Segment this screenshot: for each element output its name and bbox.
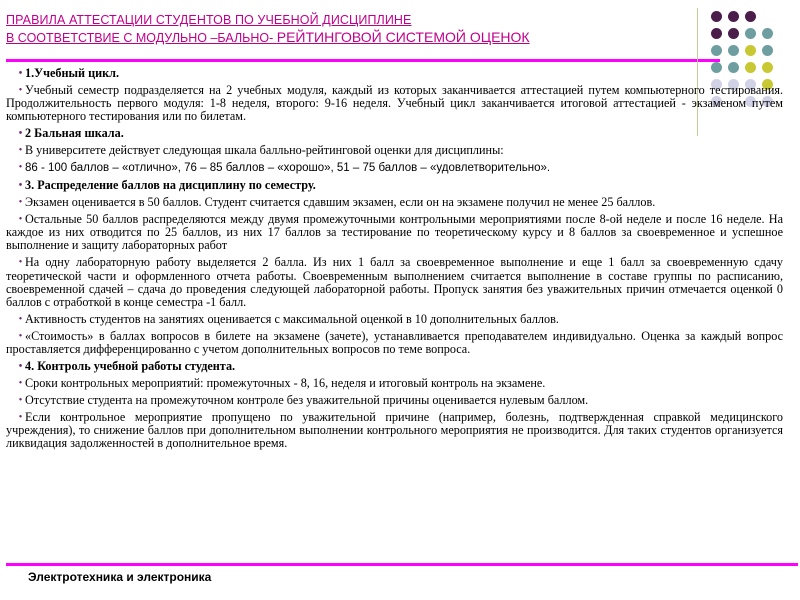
paragraph-text: Остальные 50 баллов распределяются между двумя промежуточными контрольными мероприятиями после 8-ой неделе и после 16 неделе. На каждое из них отводится по 25 баллов, из них 17 баллов за тестирование по теоретическому курсу и 8 баллов за своевременное и успешное выполнение и защиту лабораторных работ <box>6 211 783 253</box>
bullet-icon: • <box>18 145 23 157</box>
section-heading <box>6 360 783 373</box>
dot-purple <box>728 11 739 22</box>
paragraph <box>6 256 783 309</box>
paragraph-text: На одну лабораторную работу выделяется 2 балла. Из них 1 балл за своевременное выполнение и еще 1 балл за своевременную сдачу теоретической части и оформленного отчета работы. Своевременным выполнением считается выполнение в составе группы по расписанию, своевременной сдачей – сдача до проведения следующей лабораторной работы. Пропуск занятия без уважительных причин отмечается оценкой 0 баллов с отработкой в конце семестра -1 балл. <box>6 255 783 310</box>
section-heading <box>6 179 783 192</box>
title-line-1: ПРАВИЛА АТТЕСТАЦИИ СТУДЕНТОВ ПО УЧЕБНОЙ ДИСЦИПЛИНЕ <box>6 13 412 27</box>
bullet-icon: • <box>18 196 23 208</box>
dot-teal <box>728 45 739 56</box>
dot-teal <box>762 28 773 39</box>
bullet-icon: • <box>18 314 23 326</box>
paragraph <box>6 84 783 124</box>
dot-purple <box>711 28 722 39</box>
paragraph <box>6 394 783 407</box>
section-heading <box>6 127 783 140</box>
paragraph-text: В университете действует следующая шкала балльно-рейтинговой оценки для дисциплины: <box>25 143 504 158</box>
title-line-2 <box>6 28 646 47</box>
title-line-2-suffix: РЕЙТИНГОВОЙ СИСТЕМОЙ ОЦЕНОК <box>276 29 530 45</box>
section-heading <box>6 67 783 80</box>
paragraph <box>6 411 783 451</box>
paragraph <box>6 377 783 390</box>
bullet-icon: • <box>18 162 23 174</box>
bullet-icon: • <box>18 330 23 342</box>
paragraph <box>6 213 783 253</box>
bullet-icon: • <box>18 180 23 192</box>
footer-subject: Электротехника и электроника <box>28 570 212 584</box>
paragraph-text: Учебный семестр подразделяется на 2 учебных модуля, каждый из которых заканчивается аттестацией путем компьютерного тестирования. Продолжительность первого модуля: 1-8 неделя, второго: 9-16 неделя. Учебный цикл заканчивается итоговой аттестацией - экзаменом путем компьютерного тестирования или по билетам. <box>6 82 783 124</box>
dot-teal <box>745 28 756 39</box>
paragraph-text: 86 - 100 баллов – «отлично», 76 – 85 баллов – «хорошо», 51 – 75 баллов – «удовлетворительно». <box>25 162 551 175</box>
dot-olive <box>745 45 756 56</box>
paragraph <box>6 313 783 326</box>
content-body <box>6 67 783 454</box>
bullet-icon: • <box>18 361 23 373</box>
paragraph <box>6 144 783 157</box>
paragraph-text: Экзамен оценивается в 50 баллов. Студент считается сдавшим экзамен, если он на экзамене получил не менее 25 баллов. <box>25 194 656 209</box>
dot-purple <box>745 11 756 22</box>
bullet-icon: • <box>18 84 23 96</box>
paragraph-text: Активность студентов на занятиях оценивается с максимальной оценкой в 10 дополнительных баллов. <box>25 312 559 327</box>
paragraph-text: Отсутствие студента на промежуточном контроле без уважительной причины оценивается нулевым баллом. <box>25 392 589 407</box>
bullet-icon: • <box>18 213 23 225</box>
bullet-icon: • <box>18 378 23 390</box>
dot-purple <box>711 11 722 22</box>
dot-purple <box>728 28 739 39</box>
paragraph-text: 1.Учебный цикл. <box>25 66 120 80</box>
paragraph-text: 2 Бальная шкала. <box>25 126 124 141</box>
bullet-icon: • <box>18 128 23 140</box>
paragraph <box>6 161 783 175</box>
slide-title <box>6 12 646 47</box>
title-line-2-prefix: В СООТВЕТСТВИЕ С МОДУЛЬНО –БАЛЬНО- <box>6 31 277 45</box>
paragraph-text: Сроки контрольных мероприятий: промежуточных - 8, 16, неделя и итоговый контроль на экзамене. <box>25 376 546 391</box>
paragraph <box>6 196 783 209</box>
dot-teal <box>711 45 722 56</box>
paragraph-text: «Стоимость» в баллах вопросов в билете на экзамене (зачете), устанавливается преподавателем индивидуально. Оценка за каждый вопрос проставляется дифференцированно с учетом дополнительных вопросов по теме вопроса. <box>6 328 783 357</box>
paragraph-text: 4. Контроль учебной работы студента. <box>25 359 236 374</box>
footer-rule <box>6 563 798 566</box>
paragraph <box>6 330 783 357</box>
dot-teal <box>762 45 773 56</box>
title-underline-rule <box>6 59 720 62</box>
paragraph-text: 3. Распределение баллов на дисциплину по семестру. <box>25 178 316 193</box>
bullet-icon: • <box>18 394 23 406</box>
paragraph-text: Если контрольное мероприятие пропущено по уважительной причине (например, болезнь, подтвержденная справкой медицинского учреждения), то снижение баллов при дополнительном выполнении контрольного мероприятия не производится. Для таких студентов организуется ликвидация задолженностей в дополнительное время. <box>6 409 783 451</box>
bullet-icon: • <box>18 68 23 79</box>
bullet-icon: • <box>18 257 23 269</box>
bullet-icon: • <box>18 411 23 423</box>
